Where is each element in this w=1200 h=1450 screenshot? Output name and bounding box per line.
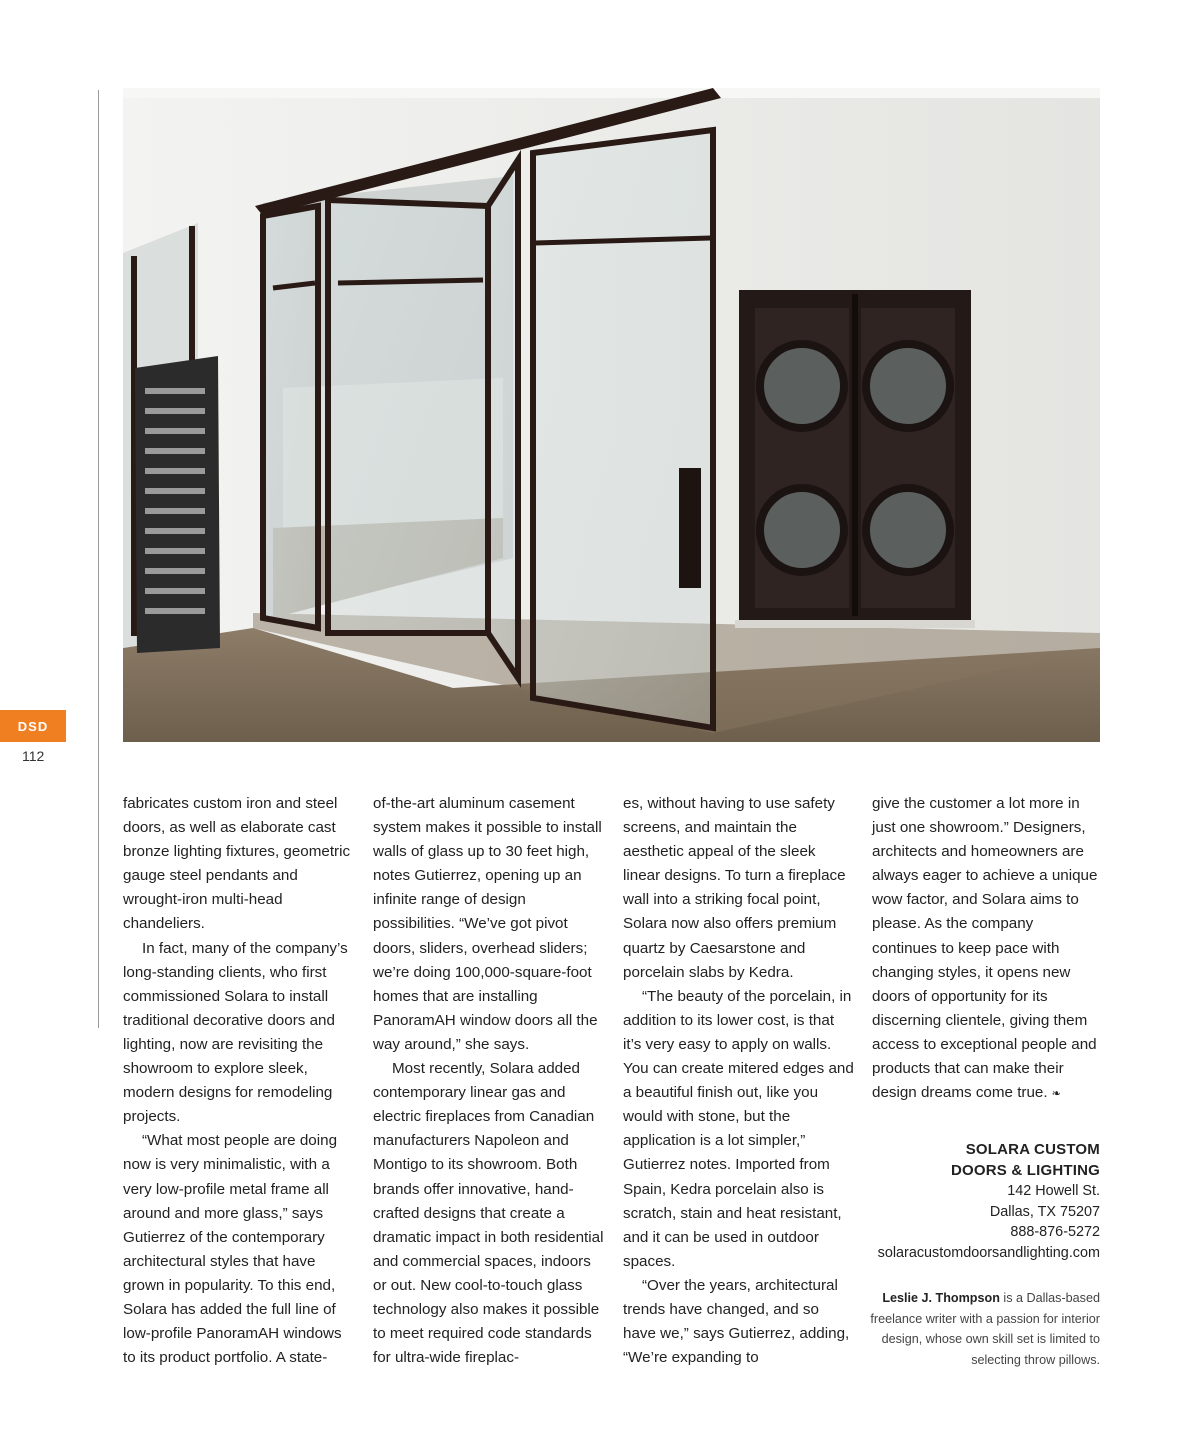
page-number: 112 [22, 748, 45, 764]
showroom-photo-illustration [123, 88, 1100, 742]
column-4-paragraph-1-text: give the customer a lot more in just one showroom.” Designers, architects and homeowners are always eager to achieve a unique wow factor, and Solara aims to please. As the company continues to keep pace with changing styles, it opens new doors of opportunity for its discerning clientele, giving them access to exceptional people and products that can make their design dreams come true. [872, 795, 1098, 1102]
author-name: Leslie J. Thompson [882, 1291, 1000, 1305]
column-2-paragraph-2: Most recently, Solara added contemporary linear gas and electric fireplaces from Canadian manufacturers Napoleon and Montigo to its showroom. Both brands offer innovative, hand-crafted designs that create a dramatic impact in both residential and commercial spaces, indoors or out. New cool-to-touch glass technology also makes it possible to meet required code standards for ultra-wide fireplac- [373, 1060, 604, 1367]
article-column-4 [872, 792, 1102, 1106]
column-3-paragraph-1: es, without having to use safety screens, and maintain the aesthetic appeal of the sleek linear designs. To turn a fireplace wall into a striking focal point, Solara now also offers premium quartz by Caesarstone and porcelain slabs by Kedra. [623, 795, 846, 981]
column-1-paragraph-1: fabricates custom iron and steel doors, as well as elaborate cast bronze lighting fixtures, geometric gauge steel pendants and wrought-iron multi-head chandeliers. [123, 795, 351, 933]
article-column-3 [623, 792, 855, 1370]
phone-number: 888-876-5272 [1010, 1224, 1100, 1241]
column-4-paragraph-1 [872, 792, 1102, 1106]
article-column-1 [123, 792, 355, 1370]
end-of-article-icon: ❧ [1051, 1088, 1061, 1101]
contact-block [860, 1140, 1100, 1264]
column-1-paragraph-3: “What most people are doing now is very minimalistic, with a very low-profile metal frame all around and more glass,” says Gutierrez of the contemporary architectural styles that have grown in popularity. To this end, Solara has added the full line of low-profile PanoramAH windows to its product portfolio. A state- [123, 1132, 342, 1367]
section-tab [0, 710, 66, 742]
column-2-paragraph-1: of-the-art aluminum casement system makes it possible to install walls of glass up to 30 feet high, notes Gutierrez, opening up an infinite range of design possibilities. “We’ve got pivot doors, sliders, overhead sliders; we’re doing 100,000-square-foot homes that are installing PanoramAH window doors all the way around,” she says. [373, 795, 602, 1053]
city-state-zip: Dallas, TX 75207 [989, 1203, 1100, 1220]
showroom-photo [123, 88, 1100, 742]
column-3-paragraph-2: “The beauty of the porcelain, in addition to its lower cost, is that it’s very easy to apply on walls. You can create mitered edges and a beautiful finish out, like you would with stone, but the application is a lot simpler,” Gutierrez notes. Imported from Spain, Kedra porcelain also is scratch, stain and heat resistant, and it can be used in outdoor spaces. [623, 987, 854, 1270]
street-address: 142 Howell St. [1007, 1183, 1100, 1200]
company-name-line-1: SOLARA CUSTOM [965, 1141, 1100, 1158]
column-3-paragraph-3: “Over the years, architectural trends have changed, and so have we,” says Gutierrez, adding, “We’re expanding to [623, 1276, 850, 1367]
company-name-line-2: DOORS & LIGHTING [950, 1161, 1100, 1179]
column-1-paragraph-2: In fact, many of the company’s long-standing clients, who first commissioned Solara to install traditional decorative doors and lighting, now are revisiting the showroom to explore sleek, modern designs for remodeling projects. [123, 939, 348, 1126]
author-bio-text: is a Dallas-based freelance writer with a passion for interior design, whose own skill set is limited to selecting throw pillows. [870, 1291, 1100, 1367]
section-tab-label: DSD [17, 718, 49, 734]
website-link[interactable]: solaracustomdoorsandlighting.com [877, 1244, 1100, 1261]
article-column-2 [373, 792, 605, 1370]
margin-rule [98, 90, 99, 1028]
author-bio [860, 1288, 1100, 1370]
